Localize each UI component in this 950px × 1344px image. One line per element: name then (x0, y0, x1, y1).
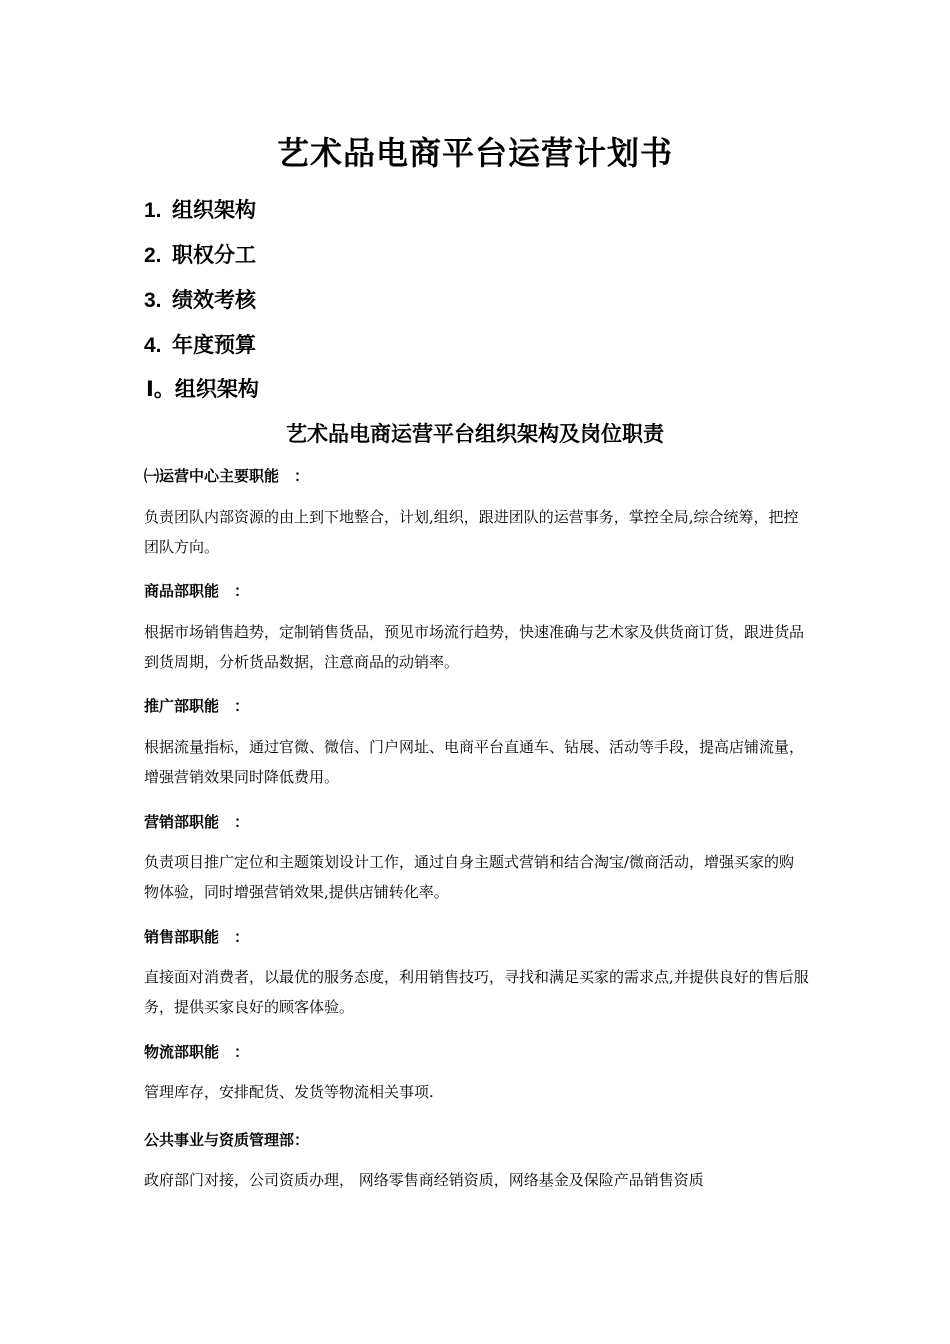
toc-item-number: 4. (144, 334, 162, 357)
department-label: 物流部职能 ： (144, 1043, 250, 1061)
department-description: 政府部门对接，公司资质办理， 网络零售商经销资质，网络基金及保险产品销售资质 (144, 1171, 704, 1189)
department-description: 负责团队内部资源的由上到下地整合，计划,组织，跟进团队的运营事务，掌控全局,综合统筹，把控团队方向。 (144, 508, 799, 556)
department-description: 根据市场销售趋势，定制销售货品，预见市场流行趋势，快速准确与艺术家及供货商订货，跟进货品到货周期，分析货品数据，注意商品的动销率。 (144, 623, 805, 671)
toc-item-label: 年度预算 (172, 333, 256, 357)
toc-item-label: 组织架构 (172, 198, 256, 222)
section-heading: Ⅰ。组织架构 (146, 377, 259, 401)
department-description: 管理库存，安排配货、发货等物流相关事项. (144, 1083, 434, 1101)
department-label: 销售部职能 ： (144, 928, 250, 946)
section-subtitle: 艺术品电商运营平台组织架构及岗位职责 (286, 422, 664, 446)
toc-item-number: 3. (144, 289, 162, 312)
toc-item-4 (144, 329, 256, 359)
department-label: ㈠运营中心主要职能 ： (144, 467, 310, 485)
toc-item-label: 职权分工 (172, 243, 256, 267)
department-description: 负责项目推广定位和主题策划设计工作，通过自身主题式营销和结合淘宝/微商活动，增强买家的购物体验，同时增强营销效果,提供店铺转化率。 (144, 853, 795, 901)
toc-item-2 (144, 239, 256, 269)
department-label: 推广部职能 ： (144, 697, 250, 715)
toc-item-1 (144, 194, 256, 224)
department-label: 公共事业与资质管理部： (144, 1131, 310, 1149)
toc-item-number: 1. (144, 199, 162, 222)
department-description: 直接面对消费者，以最优的服务态度，利用销售技巧，寻找和满足买家的需求点,并提供良好的售后服务，提供买家良好的顾客体验。 (144, 968, 809, 1016)
toc-item-label: 绩效考核 (172, 288, 256, 312)
department-description: 根据流量指标，通过官微、微信、门户网址、电商平台直通车、钻展、活动等手段，提高店铺流量，增强营销效果同时降低费用。 (144, 738, 805, 786)
toc-item-3 (144, 284, 256, 314)
document-title: 艺术品电商平台运营计划书 (276, 134, 673, 172)
department-label: 商品部职能 ： (144, 582, 250, 600)
department-label: 营销部职能 ： (144, 813, 250, 831)
toc-item-number: 2. (144, 244, 162, 267)
